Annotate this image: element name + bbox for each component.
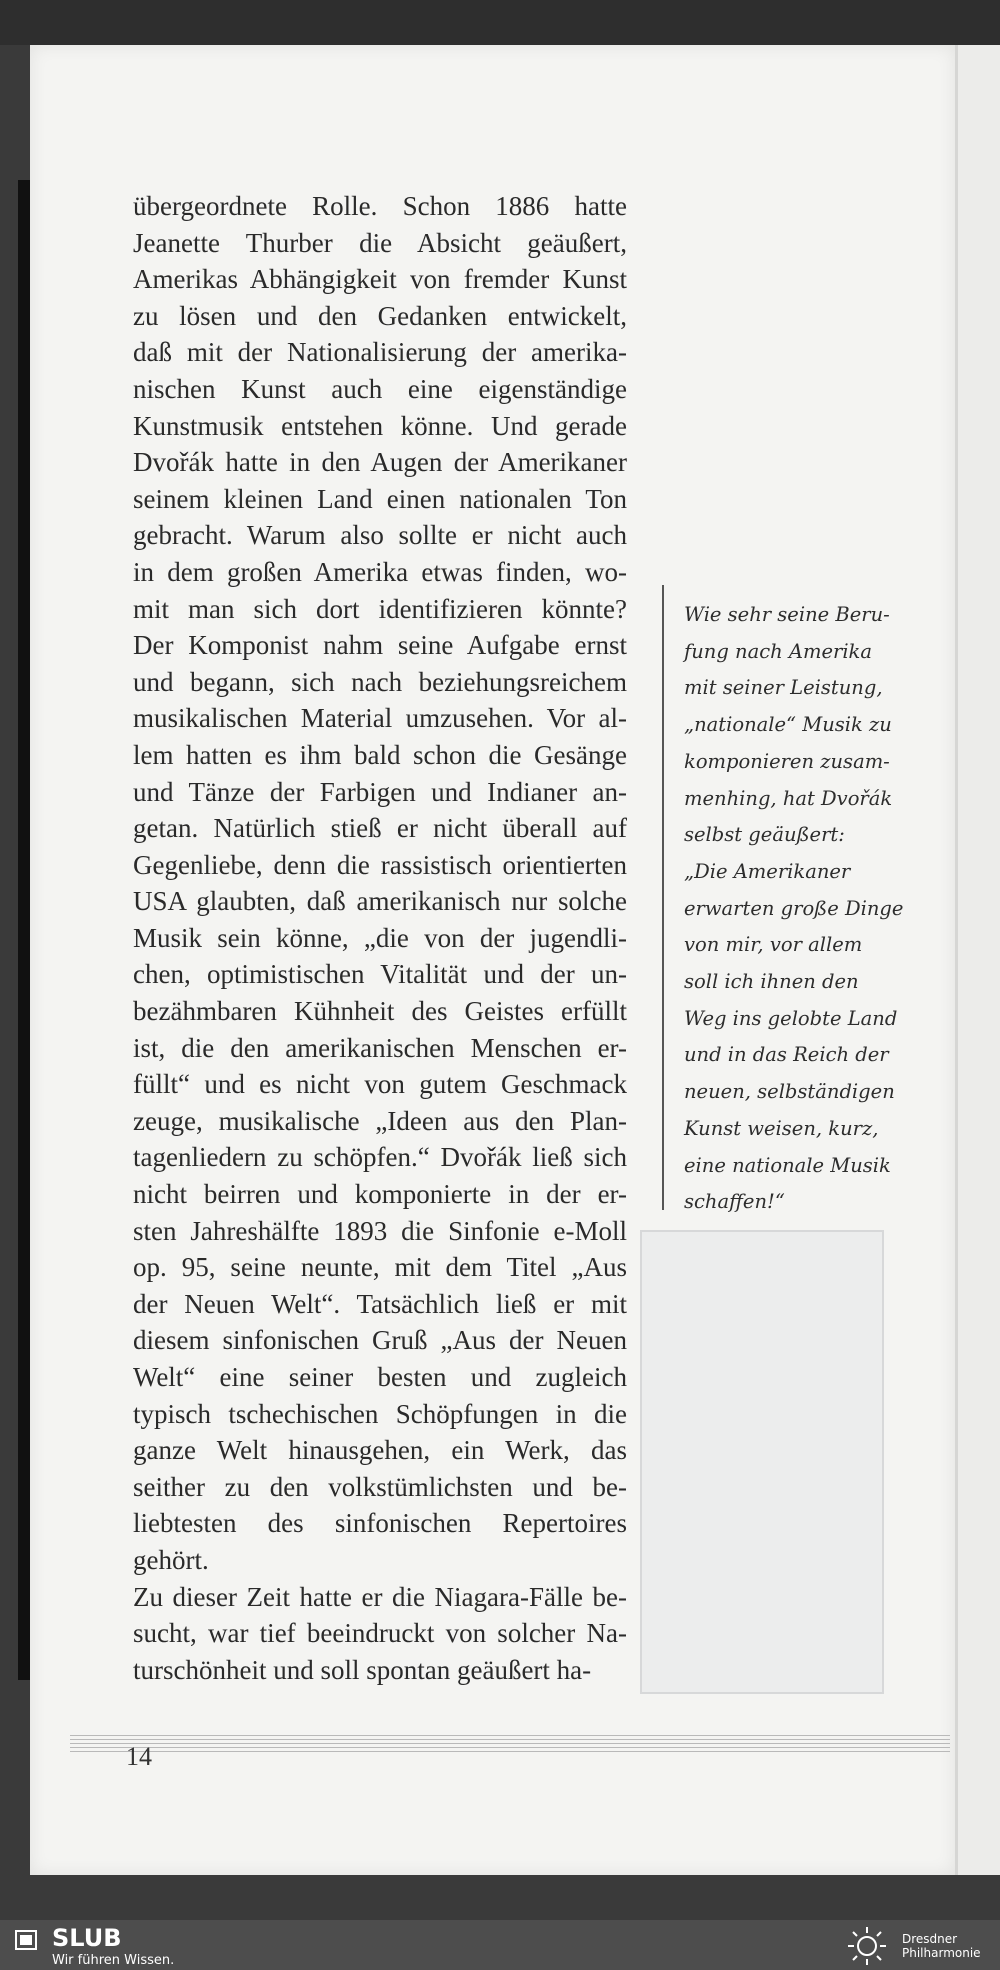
- body-text-line: USA glaubten, daß amerikanisch nur solche: [133, 886, 627, 917]
- body-text-line: in dem großen Amerika etwas finden, wo-: [133, 556, 627, 587]
- body-text-line: zeuge, musikalische „Ideen aus den Plan-: [133, 1105, 627, 1136]
- body-text-line: nischen Kunst auch eine eigenständige: [133, 373, 627, 404]
- body-text-line: Kunstmusik entstehen könne. Und gerade: [133, 410, 627, 441]
- body-text-line: Zu dieser Zeit hatte er die Niagara-Fälle be-: [133, 1581, 627, 1612]
- body-text-line: chen, optimistischen Vitalität und der un-: [133, 959, 627, 990]
- body-text-line: seither zu den volkstümlichsten und be-: [133, 1471, 627, 1502]
- sidebar-quote-line: selbst geäußert:: [684, 823, 845, 847]
- sidebar-quote-line: „nationale“ Musik zu: [684, 713, 892, 737]
- sidebar-quote: [684, 597, 909, 1221]
- sidebar-quote-line: Kunst weisen, kurz,: [684, 1116, 879, 1140]
- body-text-line: und Tänze der Farbigen und Indianer an-: [133, 776, 627, 807]
- philharmonie-name-line1: Dresdner: [902, 1932, 958, 1946]
- body-text-line: lem hatten es ihm bald schon die Gesänge: [133, 739, 627, 770]
- sidebar-quote-line: soll ich ihnen den: [684, 970, 859, 994]
- footer-rules: [70, 1735, 950, 1755]
- sidebar-quote-line: eine nationale Musik: [684, 1153, 891, 1177]
- body-text-line: bezähmbaren Kühnheit des Geistes erfüllt: [133, 996, 627, 1027]
- body-text-line: tagenliedern zu schöpfen.“ Dvořák ließ sich: [133, 1142, 627, 1173]
- scan-background-top: [0, 0, 1000, 45]
- sidebar-quote-line: mit seiner Leistung,: [684, 676, 883, 700]
- sidebar-quote-line: neuen, selbständigen: [684, 1080, 895, 1104]
- body-text-line: und begann, sich nach beziehungsreichem: [133, 666, 627, 697]
- body-text-column: [133, 188, 627, 1688]
- sidebar-quote-line: und in das Reich der: [684, 1043, 889, 1067]
- body-text-line: der Neuen Welt“. Tatsächlich ließ er mit: [133, 1288, 627, 1319]
- sidebar-quote-line: erwarten große Dinge: [684, 896, 904, 920]
- body-text-line: zu lösen und den Gedanken entwickelt,: [133, 300, 627, 331]
- philharmonie-name[interactable]: [902, 1932, 997, 1960]
- body-text-line: musikalischen Material umzusehen. Vor al-: [133, 703, 627, 734]
- body-text-line: Amerikas Abhängigkeit von fremder Kunst: [133, 264, 627, 295]
- body-text-line: typisch tschechischen Schöpfungen in die: [133, 1398, 627, 1429]
- body-text-line: Der Komponist nahm seine Aufgabe ernst: [133, 630, 627, 661]
- body-text-line: liebtesten des sinfonischen Repertoires: [133, 1508, 627, 1539]
- sidebar-quote-line: Weg ins gelobte Land: [684, 1006, 898, 1030]
- philharmonie-name-line2: Philharmonie: [902, 1946, 981, 1960]
- next-page-edge: [955, 45, 1000, 1875]
- sidebar-quote-line: Wie sehr seine Beru-: [684, 603, 890, 626]
- body-text-line: Welt“ eine seiner besten und zugleich: [133, 1362, 627, 1392]
- body-text-line: daß mit der Nationalisierung der amerika-: [133, 337, 627, 368]
- body-text-line: sucht, war tief beeindruckt von solcher Na-: [133, 1618, 627, 1649]
- slub-logo-icon[interactable]: [14, 1928, 44, 1952]
- sidebar-quote-line: von mir, vor allem: [684, 933, 863, 957]
- body-text-line: turschönheit und soll spontan geäußert ha-: [133, 1654, 592, 1685]
- body-text-line: getan. Natürlich stieß er nicht überall auf: [133, 813, 627, 844]
- body-text-line: op. 95, seine neunte, mit dem Titel „Aus: [133, 1252, 627, 1283]
- body-text-line: gebracht. Warum also sollte er nicht auch: [133, 520, 627, 551]
- sidebar-divider-rule: [662, 585, 664, 1210]
- sidebar-quote-line: fung nach Amerika: [684, 639, 872, 663]
- scan-binding-edge: [18, 180, 30, 1680]
- show-through-advertisement: [640, 1230, 884, 1694]
- body-text-line: Gegenliebe, denn die rassistisch orientierten: [133, 849, 627, 880]
- body-text-line: sten Jahreshälfte 1893 die Sinfonie e-Moll: [133, 1215, 627, 1246]
- body-text-line: ist, die den amerikanischen Menschen er-: [133, 1032, 627, 1063]
- body-text-line: Musik sein könne, „die von der jugendli-: [133, 922, 627, 953]
- slub-tagline: Wir führen Wissen.: [52, 1953, 175, 1968]
- body-text-line: ganze Welt hinausgehen, ein Werk, das: [133, 1435, 627, 1466]
- page-number: 14: [126, 1742, 152, 1771]
- sidebar-quote-line: menhing, hat Dvořák: [684, 786, 893, 810]
- sidebar-quote-line: schaffen!“: [684, 1190, 785, 1214]
- body-text-line: seinem kleinen Land einen nationalen Ton: [133, 483, 627, 514]
- body-text-line: übergeordnete Rolle. Schon 1886 hatte: [133, 191, 627, 221]
- body-text-line: diesem sinfonischen Gruß „Aus der Neuen: [133, 1325, 627, 1356]
- body-text-line: füllt“ und es nicht von gutem Geschmack: [133, 1069, 627, 1100]
- slub-name[interactable]: SLUB: [52, 1924, 122, 1952]
- body-text-line: mit man sich dort identifizieren könnte?: [133, 593, 627, 624]
- body-text-line: gehört.: [133, 1544, 209, 1575]
- sidebar-quote-line: „Die Amerikaner: [684, 859, 851, 883]
- sidebar-quote-line: komponieren zusam-: [684, 749, 890, 773]
- body-text-line: nicht beirren und komponierte in der er-: [133, 1179, 627, 1210]
- body-text-line: Dvořák hatte in den Augen der Amerikaner: [133, 447, 627, 478]
- sunburst-logo-icon[interactable]: [842, 1925, 892, 1967]
- body-text-line: Jeanette Thurber die Absicht geäußert,: [133, 227, 627, 258]
